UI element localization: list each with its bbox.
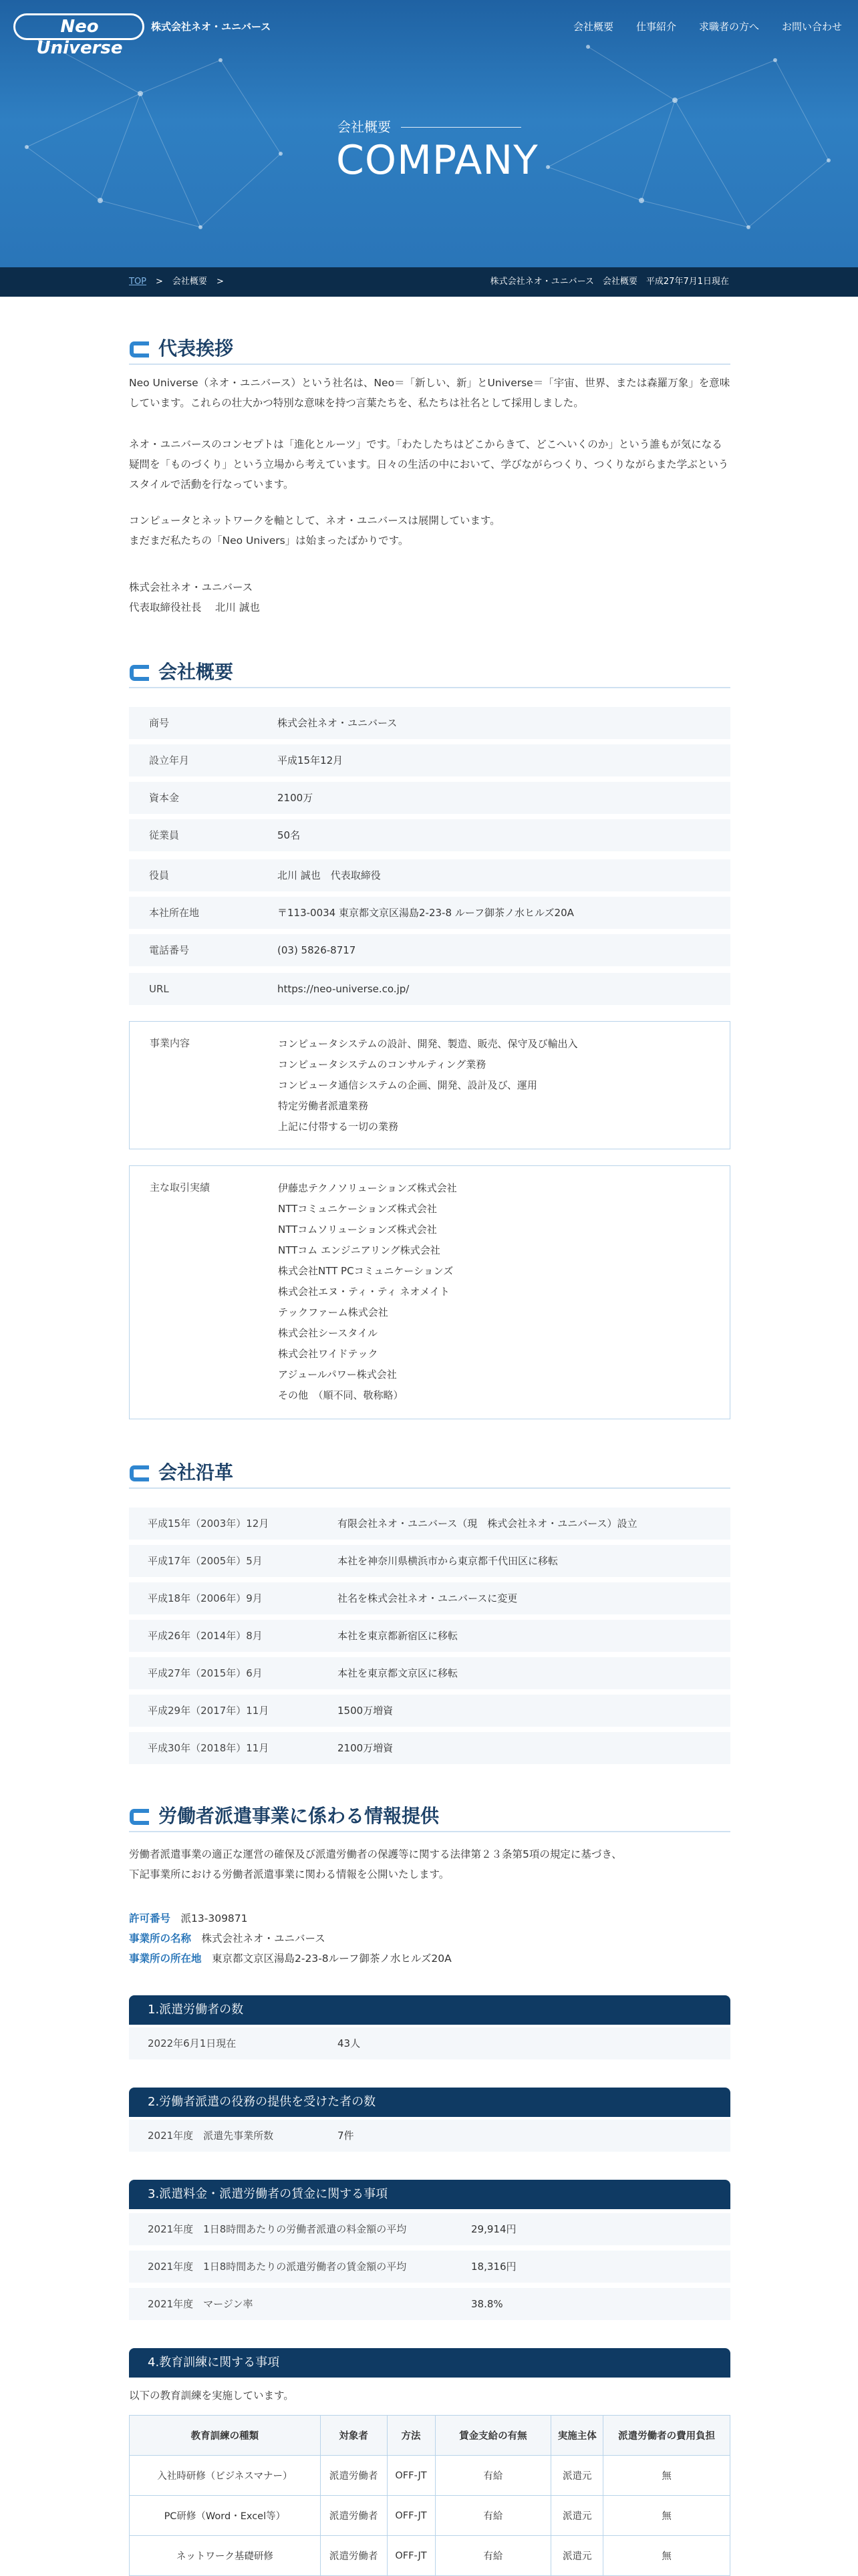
- history-date: 平成30年（2018年）11月: [148, 1742, 269, 1754]
- data-row: [129, 2027, 730, 2059]
- history-row: [129, 1508, 730, 1540]
- profile-row: [129, 819, 730, 851]
- subsection-header-fees: [129, 2180, 730, 2209]
- hero-banner: [0, 0, 858, 267]
- nav-contact[interactable]: お問い合わせ: [781, 21, 842, 33]
- breadcrumb-current: 会社概要: [172, 277, 207, 287]
- table-cell: 無: [603, 2496, 730, 2536]
- greeting-signature-name: 代表取締役社長 北川 誠也: [129, 601, 260, 613]
- section-title-greeting: [129, 334, 730, 365]
- subsection-title: 3.派遣料金・派遣労働者の賃金に関する事項: [148, 2187, 388, 2201]
- profile-row: [129, 744, 730, 776]
- subsection-header-workers: [129, 1995, 730, 2025]
- subsection-header-clients: [129, 2088, 730, 2117]
- list-item: 株式会社NTT PCコミュニケーションズ: [278, 1265, 454, 1277]
- profile-key: 本社所在地: [149, 907, 200, 919]
- header-company-name: 株式会社ネオ・ユニバース: [151, 21, 271, 33]
- address-value: 東京都文京区湯島2-23-8ルーフ御茶ノ水ヒルズ20A: [212, 1953, 452, 1965]
- profile-value: 株式会社ネオ・ユニバース: [277, 717, 398, 729]
- office-label: 事業所の名称: [129, 1933, 192, 1945]
- profile-row: [129, 934, 730, 966]
- row-value: 29,914円: [471, 2223, 517, 2235]
- permit-line: [129, 1908, 730, 1928]
- column-header: 派遣労働者の費用負担: [603, 2416, 730, 2456]
- column-header: 教育訓練の種類: [130, 2416, 321, 2456]
- profile-key: 資本金: [149, 792, 180, 804]
- breadcrumb-top-link[interactable]: TOP: [129, 277, 147, 287]
- section-heading: 代表挨拶: [158, 337, 234, 360]
- list-item: コンピュータシステムの設計、開発、製造、販売、保守及び輸出入: [278, 1038, 578, 1050]
- table-cell: 入社時研修（ビジネスマナー）: [130, 2456, 321, 2496]
- data-row: [129, 2120, 730, 2152]
- list-item: テックファーム株式会社: [278, 1306, 388, 1318]
- site-header: [0, 0, 858, 58]
- section-title-history: [129, 1458, 730, 1489]
- profile-key: 従業員: [149, 829, 180, 841]
- list-item: NTTコム エンジニアリング株式会社: [278, 1244, 440, 1256]
- subsection-title: 2.労働者派遣の役務の提供を受けた者の数: [148, 2095, 376, 2109]
- greeting-paragraph-2: ネオ・ユニバースのコンセプトは「進化とルーツ」です。「わたしたちはどこからきて、どこへいくのか」という誰もが気になる疑問を「ものづくり」という立場から考えています。日々の生活の中において、学びながらつくり、つくりながらまた学ぶというスタイルで活動を行なっています。: [129, 438, 729, 490]
- greeting-signature-company: 株式会社ネオ・ユニバース: [129, 581, 253, 593]
- profile-row: [129, 782, 730, 814]
- list-item: 株式会社ワイドテック: [278, 1348, 378, 1360]
- office-value: 株式会社ネオ・ユニバース: [201, 1933, 325, 1945]
- nav-works[interactable]: 仕事紹介: [635, 21, 676, 33]
- training-note: 以下の教育訓練を実施しています。: [129, 2390, 294, 2402]
- clients-box: [129, 1165, 730, 1419]
- table-cell: 有給: [435, 2496, 551, 2536]
- table-cell: OFF-JT: [387, 2496, 435, 2536]
- dispatch-intro-2: 下記事業所における労働者派遣事業に関わる情報を公開いたします。: [129, 1868, 450, 1880]
- office-line: [129, 1928, 730, 1949]
- history-date: 平成15年（2003年）12月: [148, 1518, 269, 1530]
- history-date: 平成27年（2015年）6月: [148, 1667, 263, 1679]
- permit-label: 許可番号: [129, 1912, 171, 1924]
- row-label: 2021年度 1日8時間あたりの派遣労働者の賃金額の平均: [148, 2261, 407, 2273]
- table-cell: PC研修（Word・Excel等）: [130, 2496, 321, 2536]
- hero-subtitle: 会社概要: [337, 119, 391, 135]
- breadcrumb: [129, 275, 233, 289]
- profile-value: 北川 誠也 代表取締役: [277, 869, 381, 881]
- section-mark-icon: [129, 1808, 152, 1826]
- history-event: 2100万増資: [337, 1742, 394, 1754]
- table-row: [130, 2536, 730, 2576]
- breadcrumb-separator: >: [216, 277, 224, 287]
- section-title-dispatch: [129, 1802, 730, 1832]
- business-list: [278, 1034, 578, 1137]
- table-cell: 派遣労働者: [320, 2536, 387, 2576]
- table-cell: 派遣労働者: [320, 2456, 387, 2496]
- history-date: 平成17年（2005年）5月: [148, 1555, 263, 1567]
- column-header: 実施主体: [551, 2416, 603, 2456]
- nav-company[interactable]: 会社概要: [573, 21, 613, 33]
- column-header: 対象者: [320, 2416, 387, 2456]
- subsection-header-training: [129, 2348, 730, 2378]
- section-heading: 会社概要: [158, 661, 234, 683]
- history-row: [129, 1695, 730, 1727]
- table-cell: 有給: [435, 2536, 551, 2576]
- list-item: 株式会社エヌ・ティ・ティ ネオメイト: [278, 1286, 450, 1298]
- history-row: [129, 1545, 730, 1577]
- history-date: 平成18年（2006年）9月: [148, 1592, 263, 1604]
- history-row: [129, 1657, 730, 1689]
- history-date: 平成26年（2014年）8月: [148, 1630, 263, 1642]
- table-cell: 派遣元: [551, 2496, 603, 2536]
- history-event: 社名を株式会社ネオ・ユニバースに変更: [337, 1592, 518, 1604]
- history-event: 本社を東京都新宿区に移転: [337, 1630, 458, 1642]
- column-header: 賃金支給の有無: [435, 2416, 551, 2456]
- history-row: [129, 1620, 730, 1652]
- table-cell: OFF-JT: [387, 2536, 435, 2576]
- row-label: 2021年度 1日8時間あたりの労働者派遣の料金額の平均: [148, 2223, 407, 2235]
- table-cell: 派遣元: [551, 2536, 603, 2576]
- subsection-title: 4.教育訓練に関する事項: [148, 2355, 280, 2370]
- table-row: [130, 2496, 730, 2536]
- profile-row: [129, 897, 730, 929]
- history-date: 平成29年（2017年）11月: [148, 1705, 269, 1717]
- row-value: 38.8%: [471, 2298, 503, 2310]
- section-mark-icon: [129, 664, 152, 682]
- address-label: 事業所の所在地: [129, 1953, 202, 1965]
- history-event: 本社を東京都文京区に移転: [337, 1667, 458, 1679]
- row-label: 2022年6月1日現在: [148, 2037, 237, 2049]
- breadcrumb-date-note: 株式会社ネオ・ユニバース 会社概要 平成27年7月1日現在: [490, 277, 729, 287]
- greeting-paragraph-1: Neo Universe（ネオ・ユニバース）という社名は、Neo＝「新しい、新」とUniverse＝「宇宙、世界、または森羅万象」を意味しています。これらの壮大かつ特別な意味を持つ言葉たちを、私たちは社名として採用しました。: [129, 377, 730, 409]
- table-row: [130, 2456, 730, 2496]
- list-item: 特定労働者派遣業務: [278, 1100, 369, 1112]
- list-item: コンピュータ通信システムの企画、開発、設計及び、運用: [278, 1079, 537, 1091]
- section-mark-icon: [129, 1465, 152, 1482]
- row-label: 2021年度 マージン率: [148, 2298, 253, 2310]
- clients-label: 主な取引実績: [150, 1181, 210, 1193]
- profile-value: 50名: [277, 829, 301, 841]
- profile-value: 2100万: [277, 792, 313, 804]
- list-item: 株式会社シースタイル: [278, 1327, 378, 1339]
- profile-row: [129, 707, 730, 739]
- list-item: NTTコムソリューションズ株式会社: [278, 1224, 437, 1236]
- history-row: [129, 1582, 730, 1614]
- profile-key: 電話番号: [149, 944, 190, 956]
- address-line: [129, 1949, 730, 1969]
- list-item: コンピュータシステムのコンサルティング業務: [278, 1058, 486, 1070]
- logo[interactable]: Neo Universe: [36, 17, 123, 58]
- list-item: 伊藤忠テクノソリューションズ株式会社: [278, 1182, 457, 1194]
- list-item: 上記に付帯する一切の業務: [278, 1121, 399, 1133]
- section-heading: 会社沿革: [158, 1461, 234, 1483]
- row-value: 18,316円: [471, 2261, 517, 2273]
- dispatch-intro-1: 労働者派遣事業の適正な運営の確保及び派遣労働者の保護等に関する法律第２３条第5項の規定に基づき、: [129, 1848, 622, 1860]
- subsection-title: 1.派遣労働者の数: [148, 2003, 244, 2017]
- list-item: アジュールパワー株式会社: [278, 1369, 397, 1381]
- hero-divider: [401, 127, 521, 128]
- breadcrumb-separator: >: [156, 277, 163, 287]
- row-label: 2021年度 派遣先事業所数: [148, 2130, 274, 2142]
- profile-row: [129, 859, 730, 891]
- table-cell: 有給: [435, 2456, 551, 2496]
- hero-title: COMPANY: [336, 137, 539, 184]
- table-cell: 派遣元: [551, 2456, 603, 2496]
- table-cell: OFF-JT: [387, 2456, 435, 2496]
- clients-list: [278, 1178, 457, 1406]
- table-header-row: [130, 2416, 730, 2456]
- profile-key: URL: [149, 983, 169, 995]
- section-mark-icon: [129, 341, 152, 358]
- business-label: 事業内容: [150, 1037, 190, 1049]
- data-row: [129, 2288, 730, 2320]
- history-event: 有限会社ネオ・ユニバース（現 株式会社ネオ・ユニバース）設立: [337, 1518, 637, 1530]
- business-box: [129, 1021, 730, 1149]
- training-table: [129, 2415, 730, 2576]
- table-cell: ネットワーク基礎研修: [130, 2536, 321, 2576]
- list-item: NTTコミュニケーションズ株式会社: [278, 1203, 437, 1215]
- profile-key: 役員: [149, 869, 170, 881]
- breadcrumb-bar: [0, 267, 858, 297]
- global-nav: [573, 19, 842, 35]
- permit-value: 派13-309871: [180, 1912, 248, 1924]
- row-value: 7件: [337, 2130, 354, 2142]
- table-cell: 無: [603, 2456, 730, 2496]
- section-heading: 労働者派遣事業に係わる情報提供: [158, 1805, 440, 1827]
- profile-key: 設立年月: [149, 754, 190, 766]
- greeting-paragraph-3b: まだまだ私たちの「Neo Univers」は始まったばかりです。: [129, 535, 409, 547]
- profile-value: (03) 5826-8717: [277, 944, 356, 956]
- data-row: [129, 2251, 730, 2283]
- list-item: その他 （順不同、敬称略）: [278, 1389, 404, 1401]
- history-event: 本社を神奈川県横浜市から東京都千代田区に移転: [337, 1555, 559, 1567]
- section-title-profile: [129, 658, 730, 688]
- greeting-paragraph-3a: コンピュータとネットワークを軸として、ネオ・ユニバースは展開しています。: [129, 515, 500, 527]
- history-row: [129, 1732, 730, 1764]
- profile-url[interactable]: https://neo-universe.co.jp/: [277, 983, 410, 995]
- table-cell: 派遣労働者: [320, 2496, 387, 2536]
- row-value: 43人: [337, 2037, 361, 2049]
- profile-key: 商号: [149, 717, 170, 729]
- profile-value: 平成15年12月: [277, 754, 343, 766]
- profile-value: 〒113-0034 東京都文京区湯島2-23-8 ルーフ御茶ノ水ヒルズ20A: [277, 907, 574, 919]
- nav-jobseekers[interactable]: 求職者の方へ: [698, 21, 759, 33]
- data-row: [129, 2213, 730, 2245]
- table-cell: 無: [603, 2536, 730, 2576]
- history-event: 1500万増資: [337, 1705, 394, 1717]
- column-header: 方法: [387, 2416, 435, 2456]
- profile-row: [129, 973, 730, 1005]
